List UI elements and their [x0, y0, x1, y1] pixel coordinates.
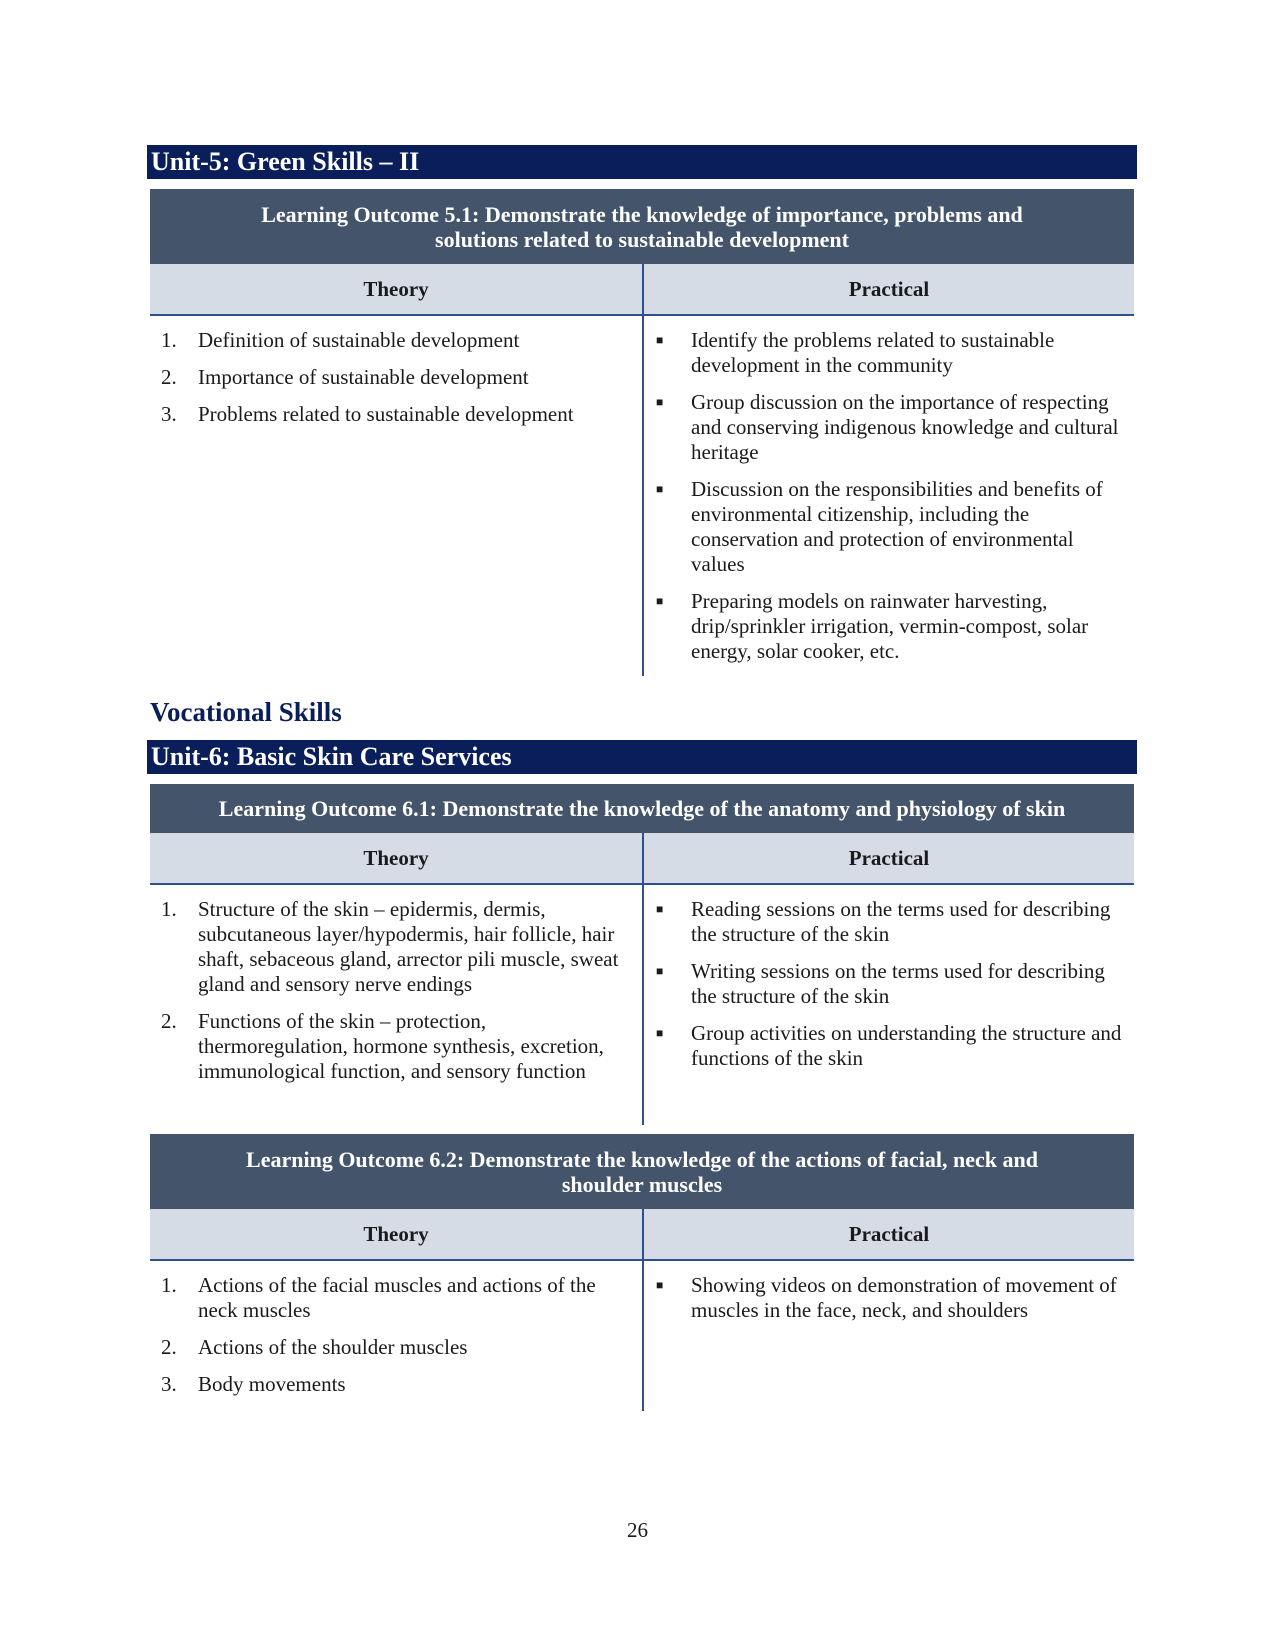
- theory-item-text: Actions of the shoulder muscles: [198, 1335, 468, 1359]
- practical-item-text: Preparing models on rainwater harvesting, drip/sprinkler irrigation, vermin-compost, solar energy, solar cooker, etc.: [691, 589, 1089, 663]
- item-number: 3.: [161, 1372, 177, 1396]
- theory-item-text: Importance of sustainable development: [198, 365, 529, 389]
- theory-item: [161, 1335, 636, 1360]
- practical-item: [654, 1273, 1124, 1323]
- learning-outcome-6-1-header: Learning Outcome 6.1: Demonstrate the knowledge of the anatomy and physiology of skin: [150, 784, 1134, 833]
- theory-column-header: Theory: [150, 264, 644, 314]
- practical-item-text: Reading sessions on the terms used for describing the structure of the skin: [691, 897, 1111, 946]
- lo-header-line: Learning Outcome 6.2: Demonstrate the knowledge of the actions of facial, neck and: [246, 1147, 1038, 1172]
- practical-item: [654, 589, 1124, 664]
- practical-item: [654, 328, 1124, 378]
- practical-item: [654, 1021, 1124, 1071]
- theory-item-text: Definition of sustainable development: [198, 328, 520, 352]
- lo-header-line: Learning Outcome 5.1: Demonstrate the knowledge of importance, problems and: [261, 202, 1023, 227]
- practical-column: [644, 1261, 1134, 1411]
- learning-outcome-6-2-header: [150, 1134, 1134, 1209]
- practical-list: [654, 1273, 1124, 1323]
- square-bullet-icon: ■: [656, 1026, 664, 1040]
- unit-6-title: Unit-6: Basic Skin Care Services: [147, 740, 1137, 774]
- practical-item-text: Group activities on understanding the structure and functions of the skin: [691, 1021, 1122, 1070]
- square-bullet-icon: ■: [656, 902, 664, 916]
- unit-5-title: Unit-5: Green Skills – II: [147, 145, 1137, 179]
- square-bullet-icon: ■: [656, 594, 664, 608]
- practical-list: [654, 897, 1124, 1071]
- column-header-row: [150, 1209, 1134, 1261]
- practical-item: [654, 477, 1124, 577]
- theory-item-text: Actions of the facial muscles and actions of the neck muscles: [198, 1273, 596, 1322]
- practical-item-text: Showing videos on demonstration of movement of muscles in the face, neck, and shoulders: [691, 1273, 1117, 1322]
- content-row: [150, 316, 1134, 676]
- item-number: 3.: [161, 402, 177, 426]
- practical-column-header: Practical: [848, 846, 930, 870]
- theory-item: [161, 402, 636, 427]
- theory-item-text: Body movements: [198, 1372, 346, 1396]
- theory-item: [161, 328, 636, 353]
- theory-item-text: Structure of the skin – epidermis, dermis, subcutaneous layer/hypodermis, hair follicle, hair shaft, sebaceous gland, arrector pili muscle, sweat gland and sensory nerve endings: [198, 897, 619, 996]
- theory-item: [161, 1273, 636, 1323]
- column-header-row: [150, 833, 1134, 885]
- theory-item: [161, 897, 636, 997]
- learning-outcome-5-1-table: [150, 189, 1134, 676]
- lo-header-line: solutions related to sustainable development: [435, 227, 849, 252]
- practical-column: [644, 316, 1134, 676]
- square-bullet-icon: ■: [656, 964, 664, 978]
- square-bullet-icon: ■: [656, 482, 664, 496]
- theory-list: [161, 328, 636, 427]
- learning-outcome-5-1-header: [150, 189, 1134, 264]
- practical-item-text: Discussion on the responsibilities and benefits of environmental citizenship, including the conservation and protection of environmental values: [691, 477, 1103, 576]
- square-bullet-icon: ■: [656, 333, 664, 347]
- learning-outcome-6-1-table: [150, 784, 1134, 1125]
- theory-list: [161, 1273, 636, 1397]
- theory-item-text: Problems related to sustainable development: [198, 402, 574, 426]
- theory-column: [150, 316, 644, 676]
- practical-list: [654, 328, 1124, 664]
- square-bullet-icon: ■: [656, 1278, 664, 1292]
- item-number: 2.: [161, 1335, 177, 1359]
- theory-item-text: Functions of the skin – protection, thermoregulation, hormone synthesis, excretion, immunological function, and sensory function: [198, 1009, 604, 1083]
- theory-item: [161, 1009, 636, 1084]
- theory-item: [161, 1372, 636, 1397]
- practical-column-header: Practical: [848, 1222, 930, 1246]
- item-number: 2.: [161, 1009, 177, 1033]
- practical-item: [654, 390, 1124, 465]
- theory-column: [150, 885, 644, 1125]
- practical-column: [644, 885, 1134, 1125]
- item-number: 1.: [161, 897, 177, 921]
- theory-column: [150, 1261, 644, 1411]
- practical-column-header: Practical: [848, 277, 930, 301]
- page-number: 26: [627, 1518, 648, 1542]
- theory-list: [161, 897, 636, 1084]
- lo-header-line: shoulder muscles: [561, 1172, 723, 1197]
- column-header-row: [150, 264, 1134, 316]
- practical-item-text: Group discussion on the importance of respecting and conserving indigenous knowledge and cultural heritage: [691, 390, 1119, 464]
- item-number: 2.: [161, 365, 177, 389]
- practical-item-text: Identify the problems related to sustainable development in the community: [691, 328, 1055, 377]
- practical-item: [654, 959, 1124, 1009]
- theory-item: [161, 365, 636, 390]
- vocational-skills-heading: Vocational Skills: [150, 697, 342, 727]
- content-row: [150, 1261, 1134, 1411]
- practical-item: [654, 897, 1124, 947]
- square-bullet-icon: ■: [656, 395, 664, 409]
- practical-item-text: Writing sessions on the terms used for describing the structure of the skin: [691, 959, 1105, 1008]
- content-row: [150, 885, 1134, 1125]
- item-number: 1.: [161, 328, 177, 352]
- theory-column-header: Theory: [150, 1209, 644, 1259]
- theory-column-header: Theory: [150, 833, 644, 883]
- learning-outcome-6-2-table: [150, 1134, 1134, 1411]
- item-number: 1.: [161, 1273, 177, 1297]
